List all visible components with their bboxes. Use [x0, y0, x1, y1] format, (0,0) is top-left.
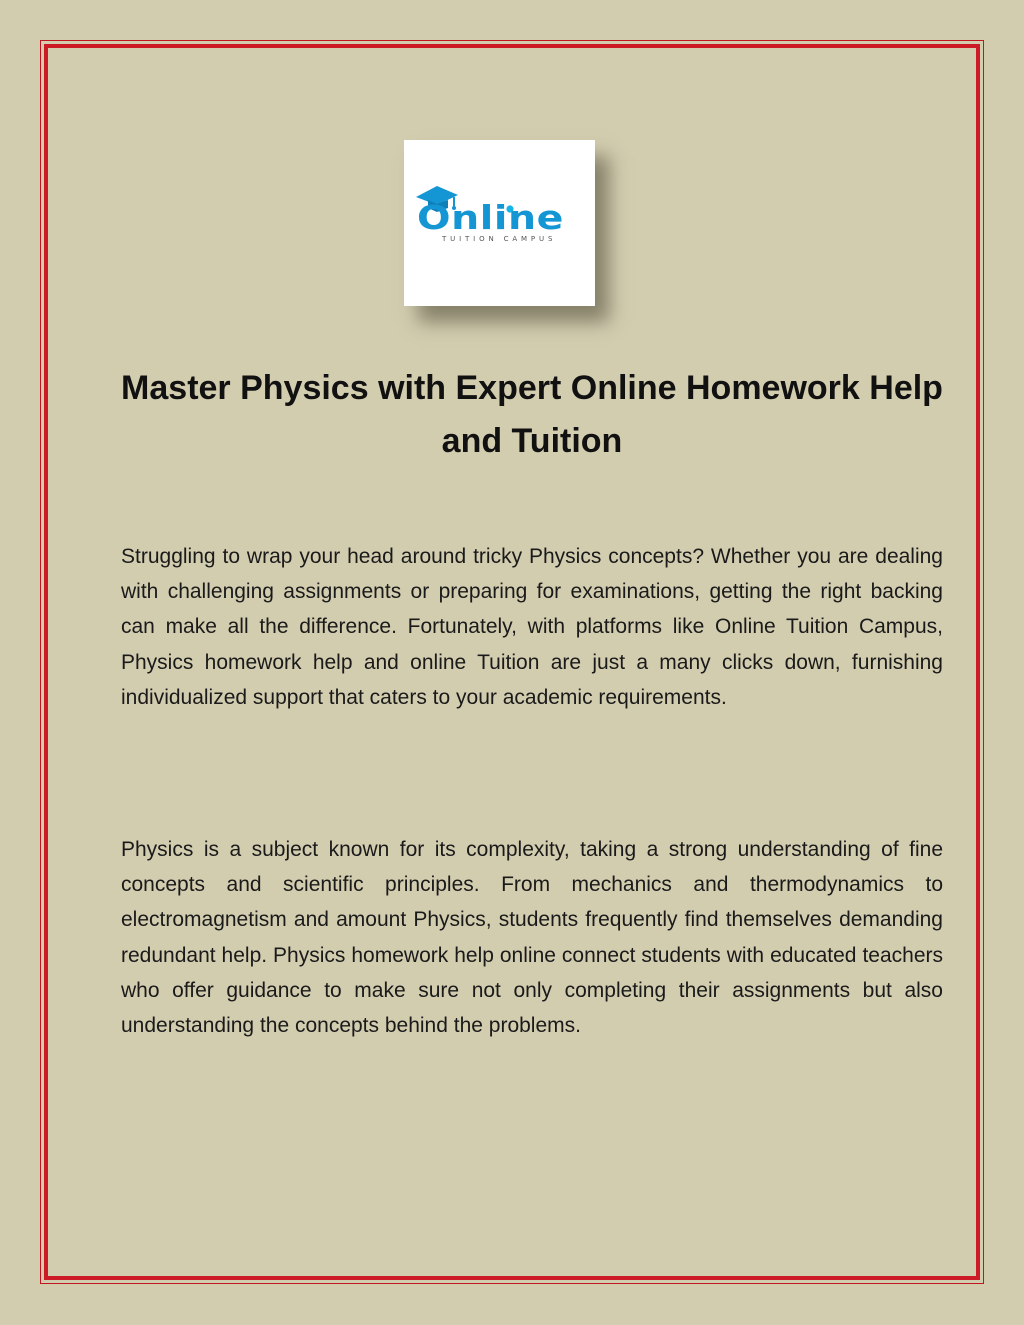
document-title: Master Physics with Expert Online Homework Help and Tuition	[121, 369, 943, 460]
paragraph-intro: Struggling to wrap your head around tricky Physics concepts? Whether you are dealing with challenging assignments or preparing for examinations, getting the right backing can make all the difference. Fortunately, with platforms like Online Tuition Campus, Physics homework help and online Tuition are just a many clicks down, furnishing individualized support that caters to your academic requirements.	[121, 545, 943, 709]
logo-card	[404, 140, 595, 306]
paragraph-body: Physics is a subject known for its complexity, taking a strong understanding of fine concepts and scientific principles. From mechanics and thermodynamics to electromagnetism and amount Physics, students frequently find themselves demanding redundant help. Physics homework help online connect students with educated teachers who offer guidance to make sure not only completing their assignments but also understanding the concepts behind the problems.	[121, 838, 943, 1038]
logo-wordmark: Online	[417, 198, 564, 237]
online-tuition-campus-logo	[404, 140, 595, 306]
logo-tagline: TUITION CAMPUS	[442, 235, 554, 243]
